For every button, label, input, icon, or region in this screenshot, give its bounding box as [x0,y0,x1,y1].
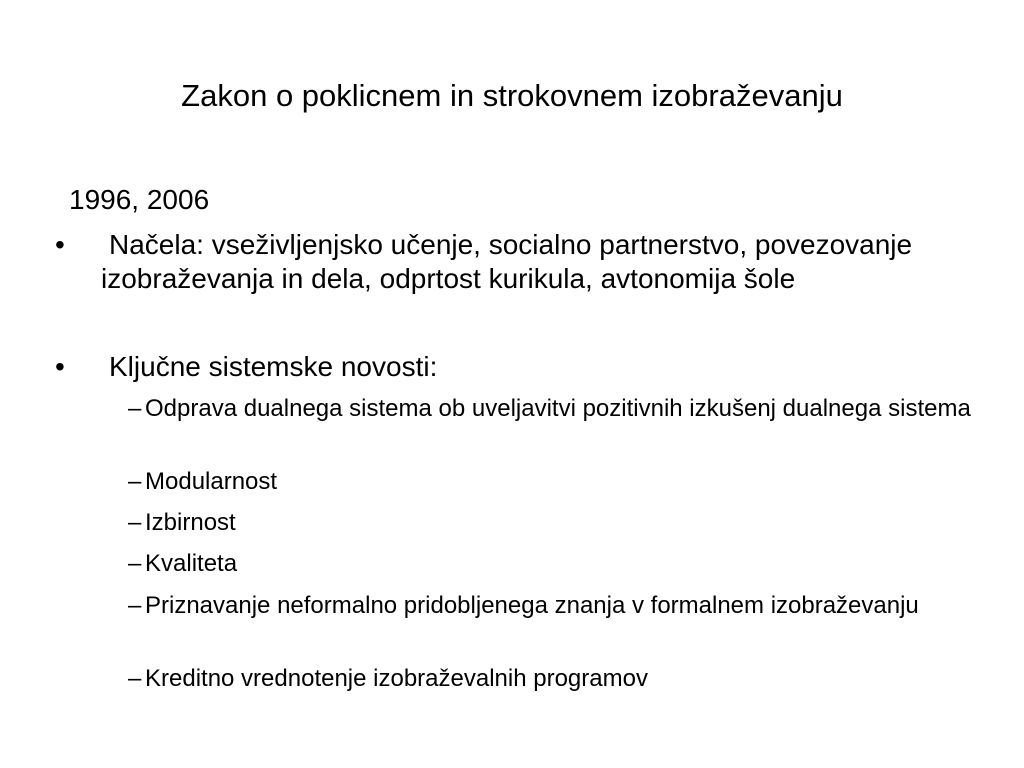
bullet-item [55,228,985,296]
dash-icon: – [128,592,142,619]
sub-bullet-text: Izbirnost [145,509,236,536]
sub-bullet-text: Kreditno vrednotenje izobraževalnih programov [145,665,648,692]
bullet-icon: • [55,229,65,260]
bullet-text: Načela: vseživljenjsko učenje, socialno partnerstvo, povezovanje izobraževanja in dela, odprtost kurikula, avtonomija šole [101,229,913,294]
sub-bullet-text: Kvaliteta [145,550,238,577]
dash-icon: – [128,395,142,422]
sub-bullet-text: Modularnost [145,468,278,495]
dash-icon: – [128,665,142,692]
sub-bullet-item [128,548,988,579]
dash-icon: – [128,468,142,495]
sub-bullet-item [128,590,988,621]
dash-icon: – [128,550,142,577]
slide-subtitle: 1996, 2006 [69,184,210,215]
sub-bullet-item [128,663,988,694]
sub-bullet-item [128,507,988,538]
slide-title: Zakon o poklicnem in strokovnem izobraževanju [181,78,843,113]
sub-bullet-item [128,393,988,424]
dash-icon: – [128,509,142,536]
bullet-icon: • [55,351,65,382]
bullet-text: Ključne sistemske novosti: [109,351,438,382]
sub-bullet-text: Odprava dualnega sistema ob uveljavitvi pozitivnih izkušenj dualnega sistema [145,395,971,422]
sub-bullet-item [128,466,988,497]
sub-bullet-text: Priznavanje neformalno pridobljenega znanja v formalnem izobraževanju [145,592,919,619]
bullet-item [55,350,985,384]
